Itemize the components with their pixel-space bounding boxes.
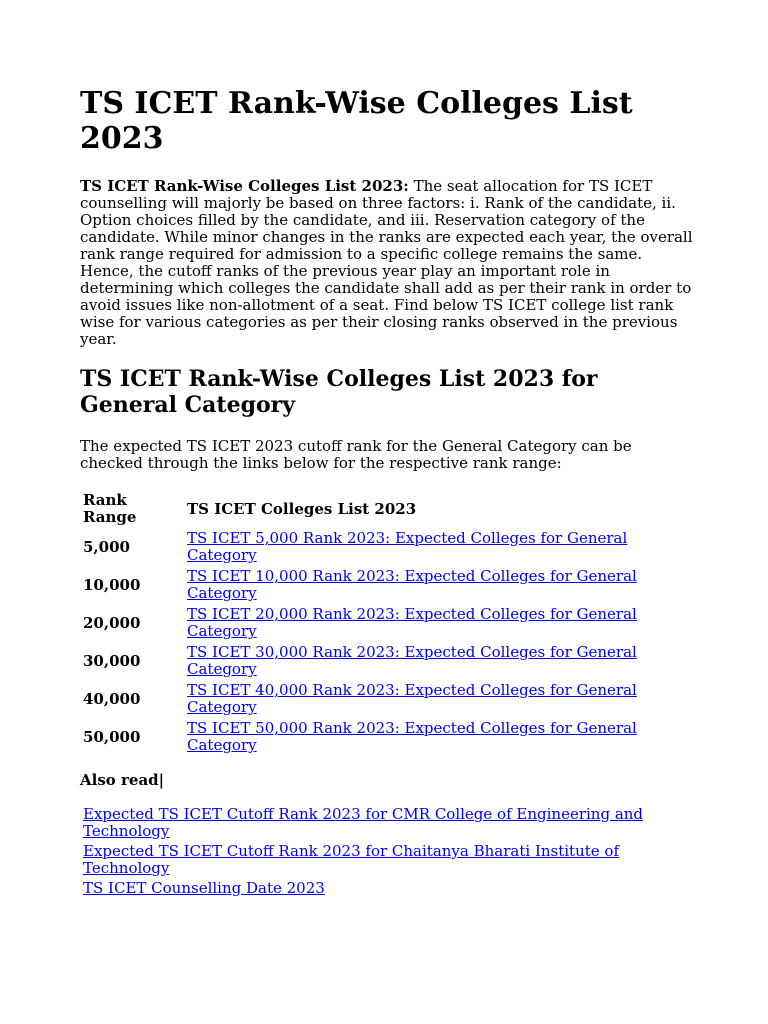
- college-list-link[interactable]: TS ICET 30,000 Rank 2023: Expected Colleges for General Category: [187, 643, 637, 678]
- list-item: [80, 842, 698, 879]
- rank-range-cell: 10,000: [83, 575, 141, 594]
- page-title: TS ICET Rank-Wise Colleges List 2023: [80, 86, 633, 156]
- rank-range-cell: 20,000: [83, 613, 141, 632]
- table-row: [80, 680, 698, 718]
- rank-table: [80, 490, 698, 756]
- section-heading: TS ICET Rank-Wise Colleges List 2023 for General Category: [80, 366, 598, 418]
- intro-text: The seat allocation for TS ICET counselling will majorly be based on three factors: i. Rank of the candidate, ii. Option choices filled by the candidate, and iii. Reservation category of the candidate. While minor changes in the ranks are expected each year, the overall rank range required for admission to a specific college remains the same. Hence, the cutoff ranks of the previous year play an important role in determining which colleges the candidate shall add as per their rank in order to avoid issues like non-allotment of a seat. Find below TS ICET college list rank wise for various categories as per their closing ranks observed in the previous year.: [80, 177, 693, 348]
- college-link-cell: [184, 680, 698, 718]
- related-link-cell: [80, 879, 698, 899]
- list-item: [80, 805, 698, 842]
- table-row: [80, 718, 698, 756]
- section-paragraph: The expected TS ICET 2023 cutoff rank for the General Category can be checked through the links below for the respective rank range:: [80, 437, 632, 472]
- header-colleges-list: TS ICET Colleges List 2023: [187, 499, 417, 518]
- college-list-link[interactable]: TS ICET 20,000 Rank 2023: Expected Colleges for General Category: [187, 605, 637, 640]
- rank-range-cell: 50,000: [83, 727, 141, 746]
- college-list-link[interactable]: TS ICET 5,000 Rank 2023: Expected Colleges for General Category: [187, 529, 628, 564]
- college-link-cell: [184, 604, 698, 642]
- college-link-cell: [184, 718, 698, 756]
- college-list-link[interactable]: TS ICET 50,000 Rank 2023: Expected Colleges for General Category: [187, 719, 637, 754]
- table-row: [80, 642, 698, 680]
- related-links-table: [80, 805, 698, 899]
- college-link-cell: [184, 566, 698, 604]
- list-item: [80, 879, 698, 899]
- table-row: [80, 566, 698, 604]
- college-list-link[interactable]: TS ICET 40,000 Rank 2023: Expected Colleges for General Category: [187, 681, 637, 716]
- related-link-cmr[interactable]: Expected TS ICET Cutoff Rank 2023 for CMR College of Engineering and Technology: [83, 805, 644, 840]
- related-link-cell: [80, 842, 698, 879]
- rank-table-header-row: [80, 490, 698, 528]
- intro-paragraph: [80, 178, 698, 348]
- rank-range-cell: 30,000: [83, 651, 141, 670]
- related-link-cell: [80, 805, 698, 842]
- college-link-cell: [184, 642, 698, 680]
- related-link-counselling-date[interactable]: TS ICET Counselling Date 2023: [83, 879, 325, 897]
- header-rank-range: Rank Range: [83, 491, 137, 526]
- related-link-cbit[interactable]: Expected TS ICET Cutoff Rank 2023 for Chaitanya Bharati Institute of Technology: [83, 842, 620, 877]
- rank-range-cell: 40,000: [83, 689, 141, 708]
- college-list-link[interactable]: TS ICET 10,000 Rank 2023: Expected Colleges for General Category: [187, 567, 637, 602]
- table-row: [80, 528, 698, 566]
- also-read-label: Also read|: [80, 771, 165, 789]
- intro-lead: TS ICET Rank-Wise Colleges List 2023:: [80, 177, 409, 195]
- college-link-cell: [184, 528, 698, 566]
- rank-range-cell: 5,000: [83, 537, 130, 556]
- table-row: [80, 604, 698, 642]
